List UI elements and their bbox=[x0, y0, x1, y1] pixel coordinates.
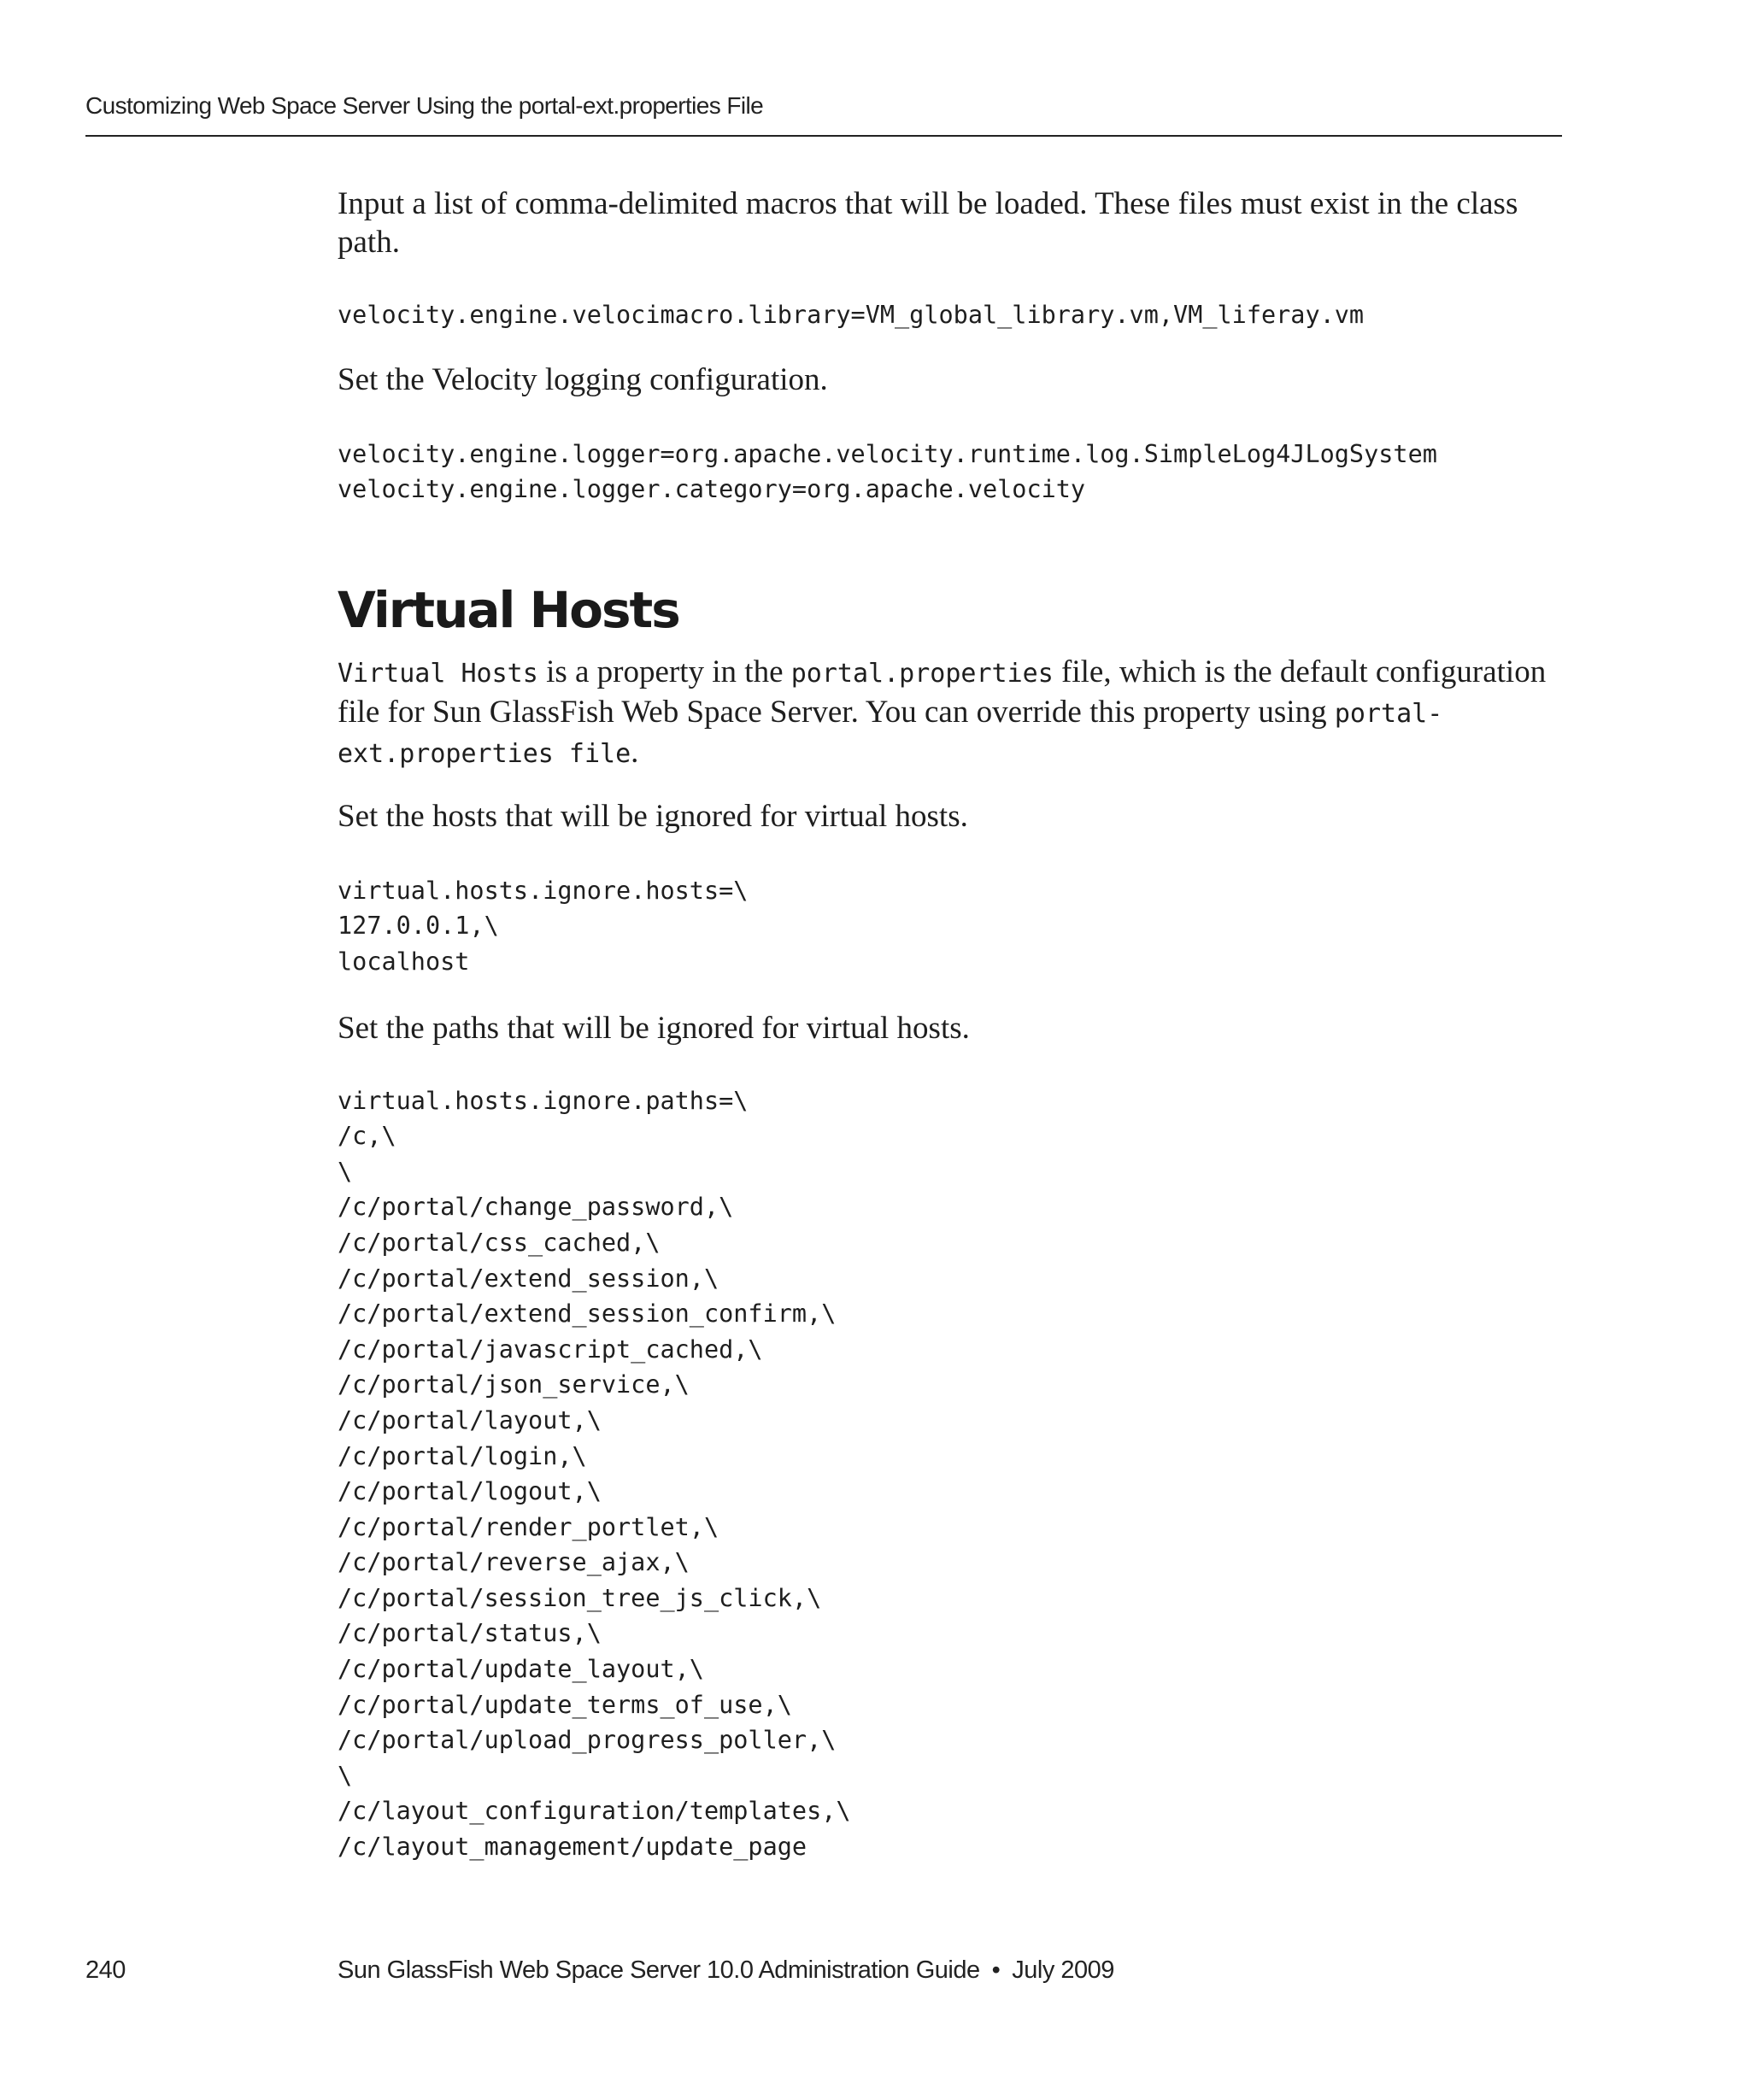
macros-code-block: velocity.engine.velocimacro.library=VM_global_library.vm,VM_liferay.vm bbox=[338, 301, 1365, 329]
description-text: file, which is the default configuration file for Sun GlassFish Web Space Server. You can override this property using bbox=[338, 654, 1547, 730]
description-text: is a property in the bbox=[537, 654, 791, 689]
ignore-paths-code-block: virtual.hosts.ignore.paths=\ /c,\ \ /c/portal/change_password,\ /c/portal/css_cached,\ /c/portal/extend_session,\ /c/portal/extend_session_confirm,\ /c/portal/javascript_cached,\ /c/portal/json_service,\ /c/portal/layout,\ /c/portal/login,\ /c/portal/logout,\ /c/portal/render_portlet,\ /c/portal/reverse_ajax,\ /c/portal/session_tree_js_click,\ /c/portal/status,\ /c/portal/update_layout,\ /c/portal/update_terms_of_use,\ /c/portal/upload_progress_poller,\ \ /c/layout_configuration/templates,\ /c/layout_management/update_page bbox=[338, 1086, 851, 1862]
ignore-hosts-code-block: virtual.hosts.ignore.hosts=\ 127.0.0.1,\ localhost bbox=[338, 876, 749, 976]
virtual-hosts-description bbox=[338, 653, 1559, 773]
ignore-paths-intro-paragraph: Set the paths that will be ignored for virtual hosts. bbox=[338, 1010, 970, 1046]
description-text: . bbox=[631, 734, 639, 770]
page-content bbox=[338, 185, 1559, 1865]
footer-separator: • bbox=[991, 1956, 1001, 1984]
header-rule bbox=[85, 135, 1562, 137]
running-header: Customizing Web Space Server Using the portal-ext.properties File bbox=[85, 92, 764, 119]
section-title: Virtual Hosts bbox=[338, 580, 679, 639]
logging-intro-paragraph: Set the Velocity logging configuration. bbox=[338, 361, 828, 397]
inline-code-virtual-hosts: Virtual Hosts bbox=[338, 658, 538, 689]
page-number: 240 bbox=[85, 1956, 126, 1984]
publication-date: July 2009 bbox=[1012, 1956, 1114, 1984]
inline-code-portal-ext-properties: portal-ext.properties file bbox=[338, 698, 1443, 769]
inline-code-portal-properties: portal.properties bbox=[790, 658, 1054, 689]
book-title: Sun GlassFish Web Space Server 10.0 Administration Guide bbox=[338, 1956, 980, 1984]
ignore-hosts-intro-paragraph: Set the hosts that will be ignored for virtual hosts. bbox=[338, 798, 968, 834]
logging-code-block: velocity.engine.logger=org.apache.velocity.runtime.log.SimpleLog4JLogSystem velocity.engine.logger.category=org.apache.velocity bbox=[338, 439, 1437, 504]
macros-intro-paragraph: Input a list of comma-delimited macros that will be loaded. These files must exist in the class path. bbox=[338, 186, 1518, 260]
footer-book-title bbox=[338, 1956, 1114, 1985]
